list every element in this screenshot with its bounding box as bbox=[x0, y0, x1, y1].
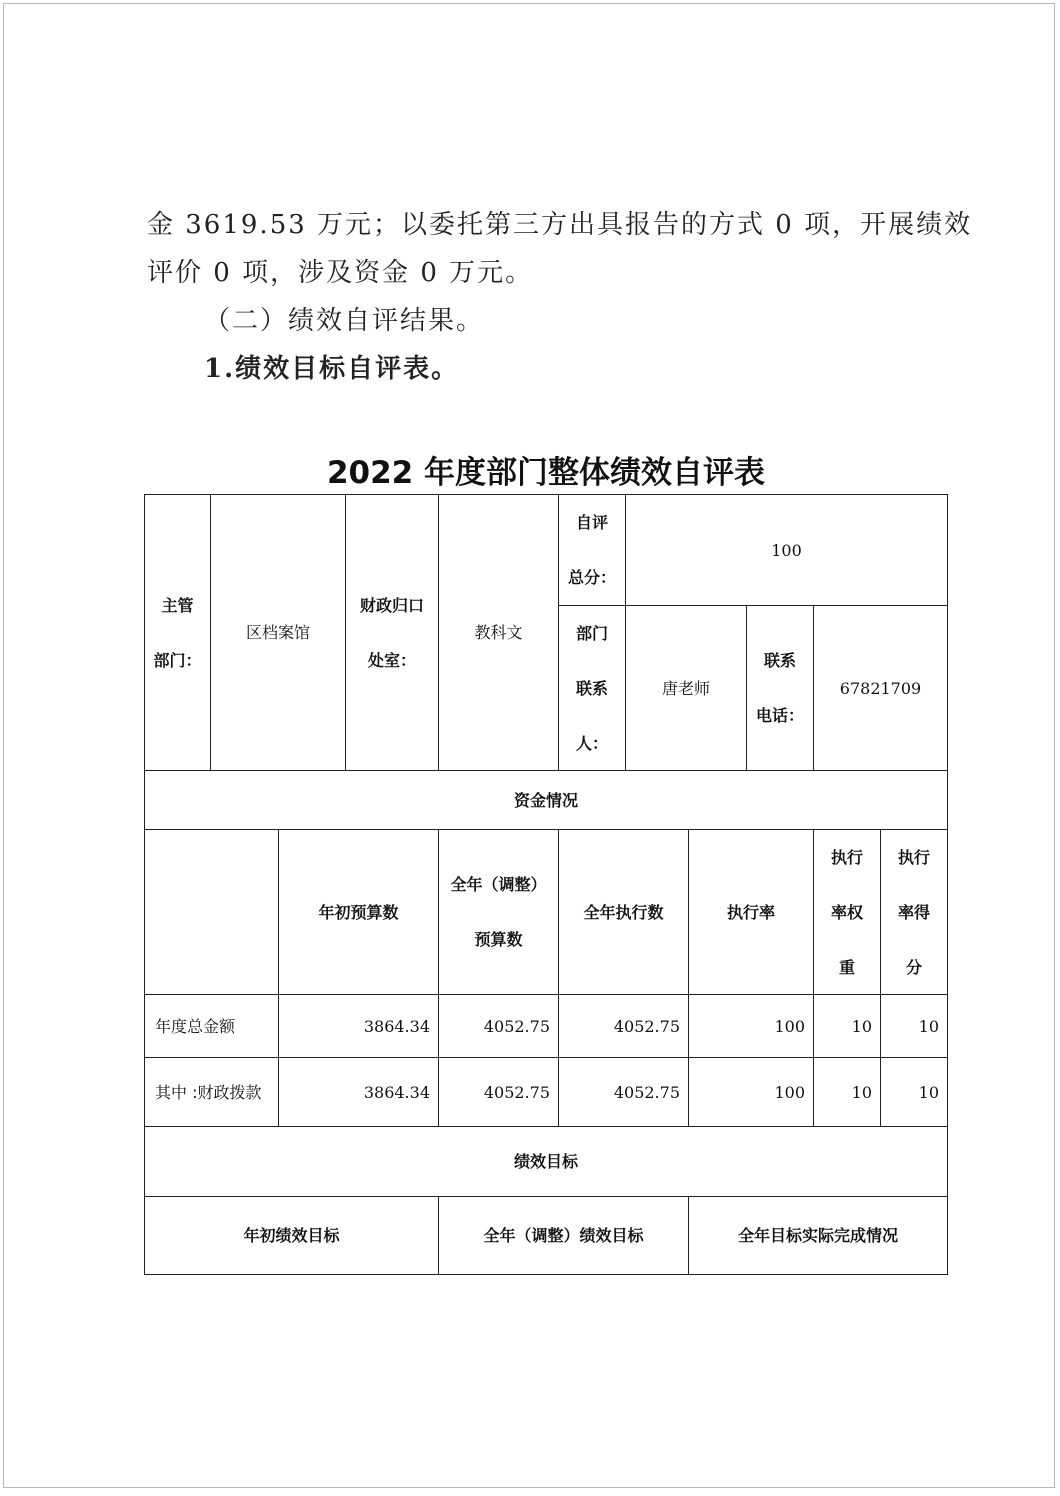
col-actual-completion: 全年目标实际完成情况 bbox=[688, 1196, 948, 1275]
score-value-cell: 100 bbox=[625, 494, 948, 606]
col-adjusted-budget: 全年（调整） 预算数 bbox=[438, 829, 559, 995]
col-adjusted-goals: 全年（调整）绩效目标 bbox=[438, 1196, 689, 1275]
funds-row-initial: 3864.34 bbox=[278, 1057, 439, 1127]
funds-row-score: 10 bbox=[880, 994, 948, 1058]
funds-section-header: 资金情况 bbox=[144, 770, 948, 830]
funds-row-weight: 10 bbox=[813, 994, 881, 1058]
body-paragraph-line-2: 评价 0 项，涉及资金 0 万元。 bbox=[147, 258, 534, 288]
contact-value-cell: 唐老师 bbox=[625, 605, 747, 771]
funds-row-executed: 4052.75 bbox=[558, 1057, 689, 1127]
section-heading: （二）绩效自评结果。 bbox=[204, 306, 485, 336]
goals-section-header: 绩效目标 bbox=[144, 1126, 948, 1197]
col-initial-goals: 年初绩效目标 bbox=[144, 1196, 439, 1275]
finance-label-cell: 财政归口 处室： bbox=[345, 494, 439, 771]
funds-row-adjusted: 4052.75 bbox=[438, 1057, 559, 1127]
col-initial-budget: 年初预算数 bbox=[278, 829, 439, 995]
document-page bbox=[3, 3, 1055, 1488]
dept-value-cell: 区档案馆 bbox=[210, 494, 346, 771]
funds-row-adjusted: 4052.75 bbox=[438, 994, 559, 1058]
subsection-heading: 1.绩效目标自评表。 bbox=[204, 354, 460, 384]
table-title: 2022 年度部门整体绩效自评表 bbox=[326, 455, 766, 491]
funds-row-label: 其中 :财政拨款 bbox=[144, 1057, 279, 1127]
funds-row-initial: 3864.34 bbox=[278, 994, 439, 1058]
col-executed: 全年执行数 bbox=[558, 829, 689, 995]
col-rate-weight: 执行 率权 重 bbox=[813, 829, 881, 995]
funds-row-rate: 100 bbox=[688, 994, 814, 1058]
phone-label-cell: 联系 电话： bbox=[746, 605, 814, 771]
dept-label-cell: 主管 部门： bbox=[144, 494, 211, 771]
finance-value-cell: 教科文 bbox=[438, 494, 559, 771]
funds-corner-cell bbox=[144, 829, 279, 995]
score-label-cell: 自评 总分： bbox=[558, 494, 626, 606]
funds-row-score: 10 bbox=[880, 1057, 948, 1127]
body-paragraph-line-1: 金 3619.53 万元；以委托第三方出具报告的方式 0 项，开展绩效 bbox=[147, 210, 973, 240]
phone-value-cell: 67821709 bbox=[813, 605, 948, 771]
col-execution-rate: 执行率 bbox=[688, 829, 814, 995]
funds-row-executed: 4052.75 bbox=[558, 994, 689, 1058]
funds-row-label: 年度总金额 bbox=[144, 994, 279, 1058]
col-rate-score: 执行 率得 分 bbox=[880, 829, 948, 995]
contact-label-cell: 部门 联系 人： bbox=[558, 605, 626, 771]
funds-row-weight: 10 bbox=[813, 1057, 881, 1127]
funds-row-rate: 100 bbox=[688, 1057, 814, 1127]
